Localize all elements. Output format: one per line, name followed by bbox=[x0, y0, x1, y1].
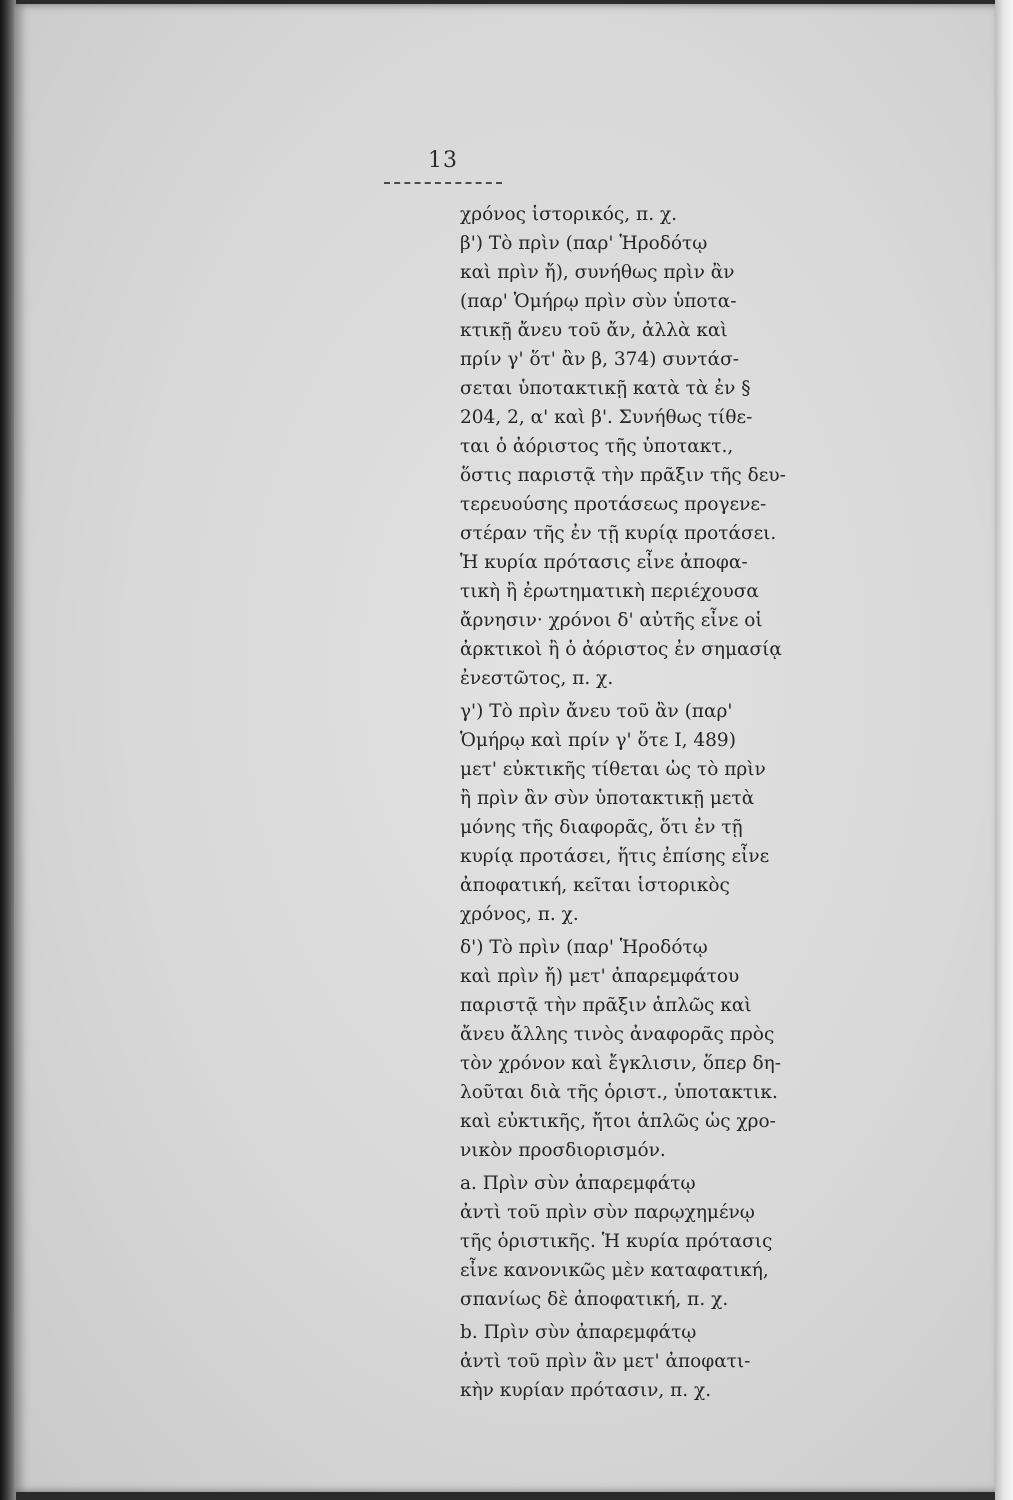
text-line: τὸν χρόνον καὶ ἔγκλισιν, ὅπερ δη- bbox=[460, 1053, 781, 1074]
text-line: ἄνευ ἄλλης τινὸς ἀναφορᾶς πρὸς bbox=[460, 1024, 775, 1045]
text-line: μόνης τῆς διαφορᾶς, ὅτι ἐν τῇ bbox=[460, 817, 743, 838]
text-line: λοῦται διὰ τῆς ὁριστ., ὑποτακτικ. bbox=[460, 1082, 778, 1103]
text-line: σεται ὑποτακτικῇ κατὰ τὰ ἐν § bbox=[460, 378, 751, 399]
text-line: β') Τὸ πρὶν (παρ' Ἡροδότῳ bbox=[460, 233, 708, 254]
text-line: πρίν γ' ὅτ' ἂν β, 374) συντάσ- bbox=[460, 349, 739, 370]
text-line: ται ὁ ἀόριστος τῆς ὑποτακτ., bbox=[460, 436, 734, 457]
text-line: ἀντὶ τοῦ πρὶν σὺν παρῳχημένῳ bbox=[460, 1202, 755, 1223]
text-line: εἶνε κανονικῶς μὲν καταφατική, bbox=[460, 1260, 769, 1281]
text-line: 204, 2, α' καὶ β'. Συνήθως τίθε- bbox=[460, 407, 753, 428]
text-line: (παρ' Ὁμήρῳ πρὶν σὺν ὑποτα- bbox=[460, 291, 737, 312]
text-line: κτικῇ ἄνευ τοῦ ἄν, ἀλλὰ καὶ bbox=[460, 320, 728, 341]
text-line: νικὸν προσδιορισμόν. bbox=[460, 1140, 666, 1161]
text-line: ἐνεστῶτος, π. χ. bbox=[460, 668, 614, 689]
text-line: ἀντὶ τοῦ πρὶν ἂν μετ' ἀποφατι- bbox=[460, 1351, 751, 1372]
text-line: χρόνος ἱστορικός, π. χ. bbox=[460, 204, 678, 225]
text-line: στέραν τῆς ἐν τῇ κυρίᾳ προτάσει. bbox=[460, 523, 777, 544]
page-right-margin bbox=[995, 0, 1013, 1500]
text-line: κὴν κυρίαν πρότασιν, π. χ. bbox=[460, 1380, 712, 1401]
body-text bbox=[460, 200, 820, 1405]
text-line: a. Πρὶν σὺν ἀπαρεμφάτῳ bbox=[460, 1173, 696, 1194]
text-line: τῆς ὁριστικῆς. Ἡ κυρία πρότασις bbox=[460, 1231, 773, 1252]
text-line: καὶ πρὶν ἤ) μετ' ἀπαρεμφάτου bbox=[460, 966, 740, 987]
text-line: γ') Τὸ πρὶν ἄνευ τοῦ ἂν (παρ' bbox=[460, 701, 733, 722]
text-line: χρόνος, π. χ. bbox=[460, 904, 579, 925]
text-line: κυρίᾳ προτάσει, ἥτις ἐπίσης εἶνε bbox=[460, 846, 770, 867]
text-line: δ') Τὸ πρὶν (παρ' Ἡροδότῳ bbox=[460, 937, 708, 958]
text-line: καὶ εὐκτικῆς, ἤτοι ἁπλῶς ὡς χρο- bbox=[460, 1111, 776, 1132]
text-line: σπανίως δὲ ἀποφατική, π. χ. bbox=[460, 1289, 729, 1310]
text-line: ἀποφατική, κεῖται ἱστορικὸς bbox=[460, 875, 730, 896]
text-line: παριστᾷ τὴν πρᾶξιν ἁπλῶς καὶ bbox=[460, 995, 752, 1016]
header-rule bbox=[384, 182, 502, 184]
text-line: ἀρκτικοὶ ἢ ὁ ἀόριστος ἐν σημασίᾳ bbox=[460, 639, 782, 660]
page-number: 13 bbox=[428, 148, 458, 173]
text-line: καὶ πρὶν ἤ), συνήθως πρὶν ἂν bbox=[460, 262, 735, 283]
text-line: Ὁμήρῳ καὶ πρίν γ' ὅτε Ι, 489) bbox=[460, 730, 736, 751]
text-line: Ἡ κυρία πρότασις εἶνε ἀποφα- bbox=[460, 552, 748, 573]
text-line: b. Πρὶν σὺν ἀπαρεμφάτῳ bbox=[460, 1322, 697, 1343]
text-line: τερευούσης προτάσεως προγενε- bbox=[460, 494, 767, 515]
text-line: τικὴ ἢ ἐρωτηματικὴ περιέχουσα bbox=[460, 581, 759, 602]
text-line: ὅστις παριστᾷ τὴν πρᾶξιν τῆς δευ- bbox=[460, 465, 786, 486]
text-line: μετ' εὐκτικῆς τίθεται ὡς τὸ πρὶν bbox=[460, 759, 766, 780]
text-line: ἄρνησιν· χρόνοι δ' αὐτῆς εἶνε οἱ bbox=[460, 610, 763, 631]
text-line: ἢ πρὶν ἂν σὺν ὑποτακτικῇ μετὰ bbox=[460, 788, 755, 809]
